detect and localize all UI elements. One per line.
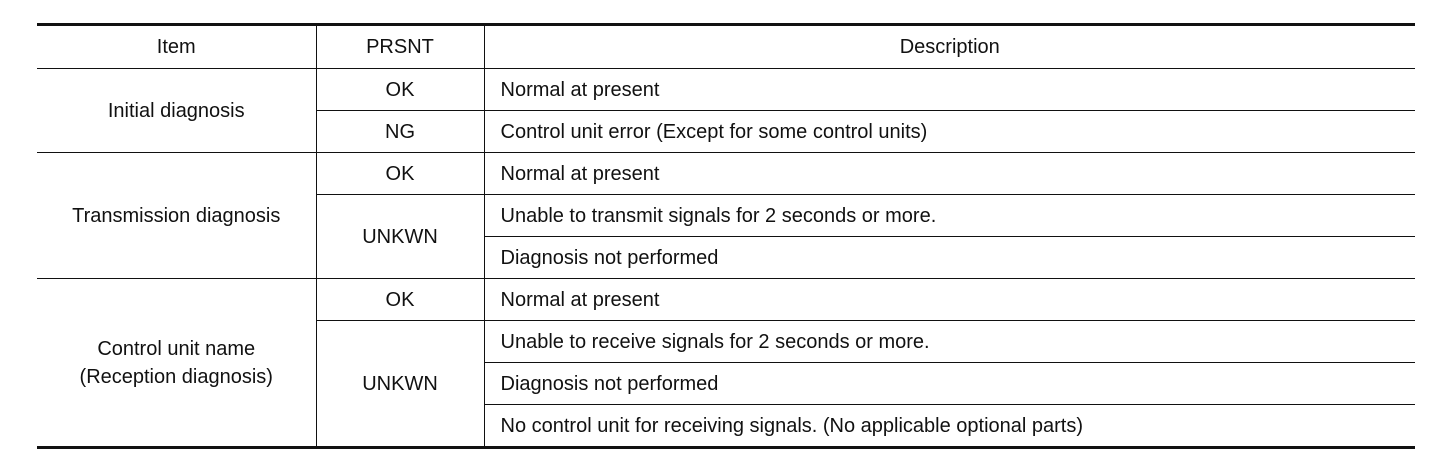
description-cell: Unable to receive signals for 2 seconds or more.: [484, 321, 1415, 363]
header-item: Item: [37, 25, 316, 69]
prsnt-cell: OK: [316, 279, 484, 321]
table-header-row: [37, 25, 1415, 69]
description-cell: Normal at present: [484, 69, 1415, 111]
description-cell: Control unit error (Except for some control units): [484, 111, 1415, 153]
header-description: Description: [484, 25, 1415, 69]
prsnt-cell: UNKWN: [316, 321, 484, 448]
prsnt-cell: NG: [316, 111, 484, 153]
description-cell: Diagnosis not performed: [484, 363, 1415, 405]
item-label-line-2: (Reception diagnosis): [79, 365, 273, 388]
prsnt-cell: OK: [316, 69, 484, 111]
item-cell-initial-diagnosis: [37, 69, 316, 153]
header-prsnt: PRSNT: [316, 25, 484, 69]
description-cell: Normal at present: [484, 279, 1415, 321]
item-label: Initial diagnosis: [107, 99, 245, 122]
description-cell: Diagnosis not performed: [484, 237, 1415, 279]
item-cell-control-unit-name: [37, 279, 316, 448]
table-row: [37, 153, 1415, 195]
prsnt-cell: UNKWN: [316, 195, 484, 279]
diagnosis-status-table: [37, 23, 1415, 449]
description-cell: Normal at present: [484, 153, 1415, 195]
description-cell: No control unit for receiving signals. (No applicable optional parts): [484, 405, 1415, 448]
table-row: [37, 279, 1415, 321]
prsnt-cell: OK: [316, 153, 484, 195]
item-cell-transmission-diagnosis: [37, 153, 316, 279]
item-label-line-1: Control unit name: [97, 337, 256, 360]
item-label: Transmission diagnosis: [72, 204, 281, 227]
description-cell: Unable to transmit signals for 2 seconds or more.: [484, 195, 1415, 237]
table-row: [37, 69, 1415, 111]
